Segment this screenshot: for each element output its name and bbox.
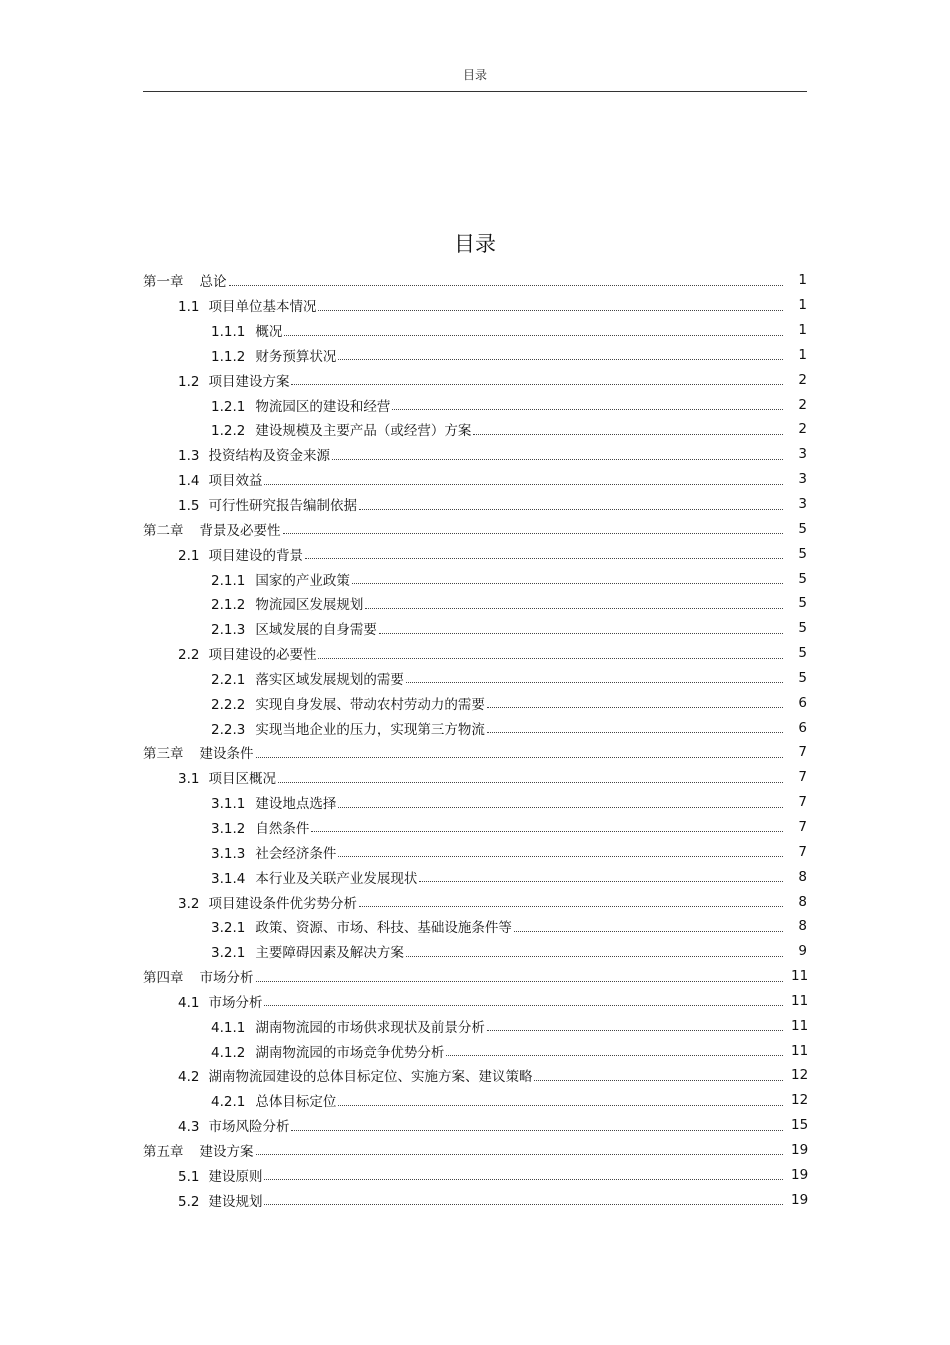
table-of-contents	[143, 268, 807, 1212]
toc-page-number: 1	[798, 272, 807, 289]
toc-entry-text: 政策、资源、市场、科技、基础设施条件等	[255, 920, 512, 937]
toc-entry-label	[178, 991, 262, 1011]
toc-entry-label	[211, 345, 336, 365]
toc-entry-number: 1.2	[178, 373, 200, 390]
toc-entry-label	[178, 295, 316, 315]
toc-entry-text: 落实区域发展规划的需要	[255, 671, 404, 688]
toc-entry-label	[178, 1190, 262, 1210]
toc-entry-text: 区域发展的自身需要	[255, 622, 377, 639]
toc-entry-label	[178, 544, 303, 564]
toc-entry-text: 国家的产业政策	[255, 572, 350, 589]
toc-leader-dots	[338, 807, 783, 808]
toc-leader-dots	[352, 583, 783, 584]
toc-entry-label	[143, 1140, 254, 1160]
toc-entry-number: 第五章	[143, 1143, 184, 1160]
toc-page-number: 8	[798, 893, 807, 910]
toc-leader-dots	[264, 1204, 783, 1205]
toc-entry-number: 2.1.1	[211, 572, 246, 589]
toc-entry-text: 本行业及关联产业发展现状	[255, 870, 418, 887]
toc-entry-label	[178, 767, 276, 787]
toc-entry-text: 市场分析	[199, 970, 254, 987]
toc-page-number: 6	[798, 694, 807, 711]
toc-entry-label	[178, 892, 357, 912]
toc-entry-text: 市场分析	[208, 994, 263, 1011]
toc-entry-number: 2.1.2	[211, 597, 246, 614]
toc-page-number: 12	[791, 1092, 809, 1109]
toc-page-number: 5	[798, 570, 807, 587]
toc-leader-dots	[278, 782, 783, 783]
toc-entry-number: 2.2.1	[211, 671, 246, 688]
toc-page-number: 19	[791, 1141, 809, 1158]
toc-entry-label	[211, 395, 390, 415]
toc-leader-dots	[332, 459, 783, 460]
toc-leader-dots	[283, 533, 784, 534]
toc-page-number: 7	[798, 744, 807, 761]
toc-leader-dots	[318, 658, 783, 659]
toc-entry-label	[143, 966, 254, 986]
toc-leader-dots	[305, 558, 783, 559]
toc-entry[interactable]	[143, 740, 807, 765]
toc-entry-number: 第四章	[143, 970, 184, 987]
toc-entry-label	[211, 618, 377, 638]
toc-page-number: 2	[798, 396, 807, 413]
toc-leader-dots	[446, 1055, 783, 1056]
toc-leader-dots	[338, 359, 783, 360]
toc-entry[interactable]	[143, 641, 807, 666]
toc-page-number: 1	[798, 346, 807, 363]
toc-page-number: 7	[798, 769, 807, 786]
toc-entry-text: 自然条件	[255, 820, 310, 837]
toc-entry[interactable]	[143, 343, 807, 368]
toc-entry-label	[211, 693, 485, 713]
toc-page-number: 8	[798, 918, 807, 935]
toc-entry-number: 2.1	[178, 547, 200, 564]
toc-leader-dots	[338, 1105, 783, 1106]
toc-entry-number: 1.5	[178, 498, 200, 515]
toc-leader-dots	[264, 484, 783, 485]
toc-page-number: 11	[791, 1042, 809, 1059]
toc-entry-number: 5.2	[178, 1193, 200, 1210]
toc-page-number: 3	[798, 446, 807, 463]
toc-entry-number: 1.1.2	[211, 348, 246, 365]
toc-entry-text: 财务预算状况	[255, 348, 337, 365]
toc-page-number: 3	[798, 471, 807, 488]
toc-entry-label	[211, 1041, 444, 1061]
toc-entry-label	[211, 792, 336, 812]
toc-entry-label	[178, 1165, 262, 1185]
toc-entry[interactable]	[143, 715, 807, 740]
toc-entry-number: 2.1.3	[211, 622, 246, 639]
toc-entry[interactable]	[143, 492, 807, 517]
toc-page-number: 15	[791, 1117, 809, 1134]
toc-entry-text: 项目区概况	[208, 771, 276, 788]
toc-entry[interactable]	[143, 889, 807, 914]
toc-entry[interactable]	[143, 293, 807, 318]
toc-entry-text: 总论	[199, 274, 227, 291]
toc-entry[interactable]	[143, 417, 807, 442]
toc-entry-label	[211, 718, 485, 738]
toc-entry[interactable]	[143, 1013, 807, 1038]
toc-entry-number: 3.2.1	[211, 920, 246, 937]
toc-entry-text: 物流园区的建设和经营	[255, 398, 391, 415]
toc-entry-label	[211, 817, 309, 837]
toc-entry-label	[143, 519, 281, 539]
toc-entry[interactable]	[143, 616, 807, 641]
toc-entry[interactable]	[143, 1187, 807, 1212]
toc-entry[interactable]	[143, 1162, 807, 1187]
toc-page-number: 7	[798, 843, 807, 860]
toc-entry-text: 项目单位基本情况	[208, 299, 317, 316]
toc-leader-dots	[419, 881, 783, 882]
toc-entry[interactable]	[143, 939, 807, 964]
toc-entry-number: 1.1	[178, 299, 200, 316]
toc-leader-dots	[291, 1130, 783, 1131]
toc-entry[interactable]	[143, 988, 807, 1013]
toc-entry[interactable]	[143, 442, 807, 467]
toc-page-number: 5	[798, 620, 807, 637]
toc-entry-label	[211, 842, 336, 862]
toc-entry-number: 第一章	[143, 274, 184, 291]
toc-entry[interactable]	[143, 1088, 807, 1113]
toc-entry[interactable]	[143, 268, 807, 293]
toc-entry-text: 物流园区发展规划	[255, 597, 364, 614]
toc-entry-number: 5.1	[178, 1168, 200, 1185]
header-rule	[143, 91, 807, 92]
toc-entry-number: 3.1.4	[211, 870, 246, 887]
running-header: 目录	[462, 68, 487, 82]
toc-leader-dots	[473, 434, 783, 435]
toc-page-number: 11	[791, 1017, 809, 1034]
toc-entry-label	[178, 444, 330, 464]
toc-entry-label	[143, 270, 227, 290]
toc-entry-text: 湖南物流园的市场供求现状及前景分析	[255, 1019, 485, 1036]
toc-entry-number: 3.1	[178, 771, 200, 788]
toc-page-number: 9	[798, 943, 807, 960]
toc-entry[interactable]	[143, 516, 807, 541]
toc-entry-number: 2.2	[178, 647, 200, 664]
toc-entry-number: 3.1.1	[211, 796, 246, 813]
toc-entry-label	[211, 419, 471, 439]
toc-leader-dots	[284, 335, 783, 336]
toc-entry-text: 建设方案	[199, 1143, 254, 1160]
toc-leader-dots	[359, 906, 783, 907]
toc-entry-number: 3.2.1	[211, 945, 246, 962]
toc-leader-dots	[291, 384, 783, 385]
toc-leader-dots	[514, 931, 783, 932]
toc-entry[interactable]	[143, 1138, 807, 1163]
toc-page-number: 3	[798, 496, 807, 513]
toc-leader-dots	[392, 409, 783, 410]
toc-entry-text: 主要障碍因素及解决方案	[255, 945, 404, 962]
toc-entry-label	[211, 867, 417, 887]
toc-leader-dots	[311, 831, 783, 832]
toc-entry[interactable]	[143, 1038, 807, 1063]
toc-entry-text: 实现当地企业的压力，实现第三方物流	[255, 721, 485, 738]
toc-entry-number: 1.2.1	[211, 398, 246, 415]
toc-entry-text: 投资结构及资金来源	[208, 448, 330, 465]
toc-entry-number: 第二章	[143, 522, 184, 539]
toc-entry-number: 2.2.2	[211, 696, 246, 713]
toc-entry-text: 项目效益	[208, 473, 263, 490]
toc-entry-text: 建设条件	[199, 746, 254, 763]
toc-entry[interactable]	[143, 318, 807, 343]
toc-entry[interactable]	[143, 690, 807, 715]
toc-page-number: 11	[791, 992, 809, 1009]
toc-entry-text: 社会经济条件	[255, 845, 337, 862]
toc-page-number: 5	[798, 645, 807, 662]
toc-leader-dots	[379, 633, 783, 634]
toc-entry-text: 项目建设的背景	[208, 547, 303, 564]
toc-entry-text: 项目建设的必要性	[208, 647, 317, 664]
toc-leader-dots	[359, 509, 783, 510]
toc-page-number: 5	[798, 595, 807, 612]
toc-entry-number: 2.2.3	[211, 721, 246, 738]
toc-page-number: 5	[798, 669, 807, 686]
toc-entry-text: 湖南物流园建设的总体目标定位、实施方案、建议策略	[208, 1069, 533, 1086]
toc-entry-text: 实现自身发展、带动农村劳动力的需要	[255, 696, 485, 713]
toc-entry[interactable]	[143, 392, 807, 417]
toc-entry-label	[178, 1115, 289, 1135]
toc-entry[interactable]	[143, 815, 807, 840]
toc-leader-dots	[487, 732, 783, 733]
toc-entry-text: 湖南物流园的市场竞争优势分析	[255, 1044, 445, 1061]
toc-entry-label	[211, 593, 363, 613]
toc-entry-label	[178, 469, 262, 489]
toc-entry-number: 4.1.1	[211, 1019, 246, 1036]
toc-entry-number: 1.4	[178, 473, 200, 490]
toc-entry-label	[143, 742, 254, 762]
toc-entry-text: 建设规划	[208, 1193, 263, 1210]
toc-page-number: 12	[791, 1067, 809, 1084]
toc-entry[interactable]	[143, 566, 807, 591]
toc-entry-label	[178, 643, 316, 663]
toc-entry[interactable]	[143, 914, 807, 939]
toc-page-number: 5	[798, 520, 807, 537]
toc-page-number: 19	[791, 1166, 809, 1183]
toc-page-number: 2	[798, 371, 807, 388]
toc-entry-number: 4.2.1	[211, 1094, 246, 1111]
toc-leader-dots	[318, 310, 783, 311]
toc-entry[interactable]	[143, 765, 807, 790]
toc-entry-label	[211, 569, 350, 589]
toc-page-number: 1	[798, 297, 807, 314]
toc-page-number: 1	[798, 322, 807, 339]
toc-entry[interactable]	[143, 1113, 807, 1138]
toc-leader-dots	[534, 1080, 783, 1081]
toc-page-number: 8	[798, 868, 807, 885]
toc-page-number: 19	[791, 1191, 809, 1208]
toc-leader-dots	[229, 285, 784, 286]
toc-entry-label	[178, 370, 289, 390]
toc-leader-dots	[365, 608, 783, 609]
toc-entry-text: 建设原则	[208, 1168, 263, 1185]
toc-entry-label	[211, 916, 512, 936]
toc-leader-dots	[264, 1005, 783, 1006]
toc-entry-text: 概况	[255, 324, 283, 341]
toc-entry-number: 3.1.2	[211, 820, 246, 837]
toc-page-number: 5	[798, 545, 807, 562]
toc-entry-number: 4.3	[178, 1119, 200, 1136]
toc-entry-number: 1.1.1	[211, 324, 246, 341]
toc-entry-label	[178, 494, 357, 514]
toc-entry[interactable]	[143, 591, 807, 616]
toc-leader-dots	[256, 981, 784, 982]
toc-page-number: 7	[798, 818, 807, 835]
toc-entry-text: 可行性研究报告编制依据	[208, 498, 357, 515]
toc-entry-text: 项目建设条件优劣势分析	[208, 895, 357, 912]
toc-entry-text: 建设地点选择	[255, 796, 337, 813]
toc-entry-number: 1.3	[178, 448, 200, 465]
toc-entry[interactable]	[143, 467, 807, 492]
toc-entry-number: 1.2.2	[211, 423, 246, 440]
toc-entry[interactable]	[143, 666, 807, 691]
toc-entry-label	[211, 941, 404, 961]
toc-entry[interactable]	[143, 839, 807, 864]
toc-page-number: 7	[798, 794, 807, 811]
toc-entry-text: 背景及必要性	[199, 522, 281, 539]
page-title: 目录	[454, 232, 496, 256]
toc-entry-number: 3.2	[178, 895, 200, 912]
toc-entry-label	[211, 1016, 485, 1036]
toc-entry-text: 项目建设方案	[208, 373, 290, 390]
toc-entry-text: 市场风险分析	[208, 1119, 290, 1136]
toc-entry-number: 4.1.2	[211, 1044, 246, 1061]
toc-leader-dots	[487, 707, 783, 708]
toc-entry[interactable]	[143, 964, 807, 989]
toc-entry-number: 4.1	[178, 994, 200, 1011]
toc-leader-dots	[487, 1030, 783, 1031]
toc-leader-dots	[256, 757, 784, 758]
toc-entry-label	[211, 320, 282, 340]
toc-entry-text: 总体目标定位	[255, 1094, 337, 1111]
toc-leader-dots	[406, 956, 783, 957]
toc-entry-number: 3.1.3	[211, 845, 246, 862]
toc-page-number: 2	[798, 421, 807, 438]
toc-leader-dots	[338, 856, 783, 857]
toc-entry[interactable]	[143, 790, 807, 815]
toc-leader-dots	[406, 682, 783, 683]
toc-entry[interactable]	[143, 864, 807, 889]
toc-entry[interactable]	[143, 1063, 807, 1088]
toc-entry[interactable]	[143, 541, 807, 566]
toc-entry-label	[211, 1090, 336, 1110]
toc-leader-dots	[264, 1179, 783, 1180]
toc-page-number: 11	[791, 968, 809, 985]
toc-entry-label	[178, 1065, 532, 1085]
toc-entry-number: 第三章	[143, 746, 184, 763]
toc-entry-number: 4.2	[178, 1069, 200, 1086]
toc-leader-dots	[256, 1154, 784, 1155]
toc-entry-text: 建设规模及主要产品（或经营）方案	[255, 423, 472, 440]
toc-page-number: 6	[798, 719, 807, 736]
toc-entry[interactable]	[143, 367, 807, 392]
toc-entry-label	[211, 668, 404, 688]
